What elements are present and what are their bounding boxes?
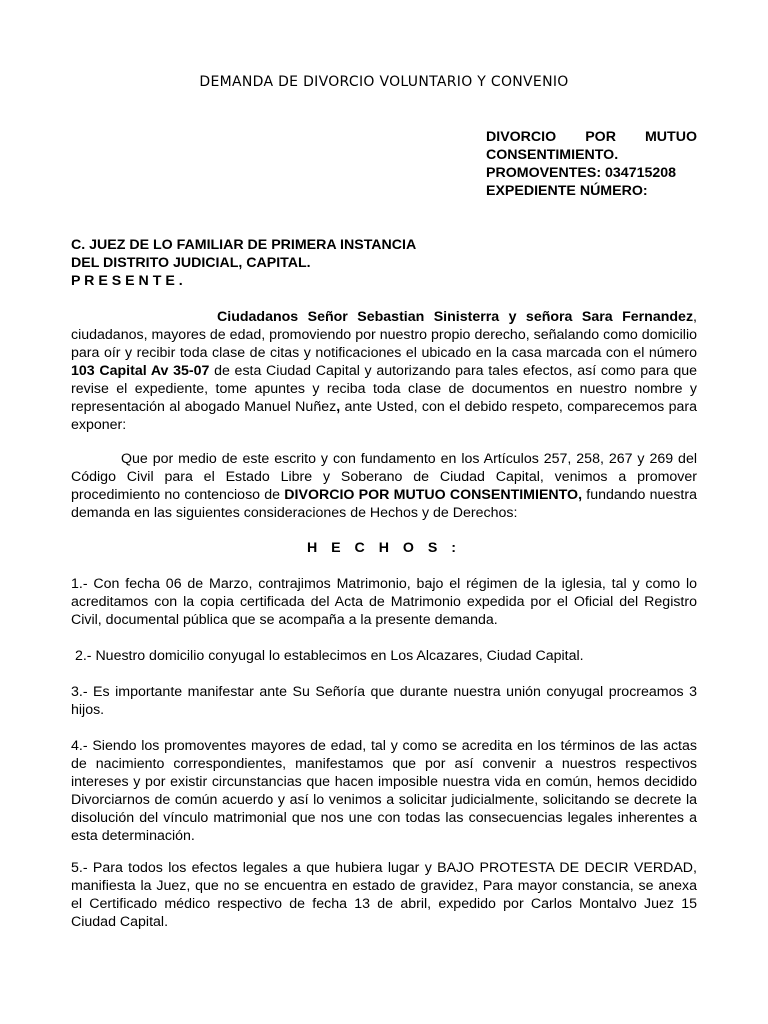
- intro-text-2: de esta Ciudad Capital y autorizando para tales efectos, así como para que revise el expediente, tome apuntes y reciba toda clase de documentos en nuestro nombre y representación al abogado Manuel Nuñez: [71, 363, 698, 415]
- hecho-5-text: 5.- Para todos los efectos legales a que hubiera lugar y BAJO PROTESTA DE DECIR VERDAD, manifiesta la Juez, que no se encuentra en estado de gravidez, Para mayor constancia, se anexa el Certificado médico respectivo de fecha 13 de abril, expedido por Carlos Montalvo Juez 15 Ciudad Capital.: [71, 860, 697, 930]
- intro-paragraph: [71, 308, 697, 434]
- addressee-line-2: DEL DISTRITO JUDICIAL, CAPITAL.: [71, 255, 311, 271]
- hecho-1-text: 1.- Con fecha 06 de Marzo, contrajimos Matrimonio, bajo el régimen de la iglesia, tal y como lo acreditamos con la copia certificada del Acta de Matrimonio expedida por el Oficial del Registro Civil, documental pública que se acompaña a la presente demanda.: [71, 576, 697, 628]
- case-type-line-1: DIVORCIO POR MUTUO: [486, 129, 697, 145]
- basis-text-1: Que por medio de este escrito y con fundamento en los Artículos 257, 258, 267 y 269 del Código Civil para el Estado Libre y Soberano de Ciudad Capital, venimos a promover procedimiento no contencioso de: [71, 451, 697, 503]
- hecho-2: [71, 647, 697, 665]
- petitioner-names: Ciudadanos Señor Sebastian Sinisterra y señora Sara Fernandez: [217, 309, 694, 325]
- case-info-block: [486, 128, 697, 200]
- hecho-3-text: 3.- Es importante manifestar ante Su Señoría que durante nuestra unión conyugal procreamos 3 hijos.: [71, 684, 697, 718]
- intro-comma: ,: [336, 399, 341, 415]
- expediente-line: EXPEDIENTE NÚMERO:: [486, 183, 648, 199]
- addressee-block: [71, 236, 697, 290]
- case-type-line-2: CONSENTIMIENTO.: [486, 147, 619, 163]
- hecho-4-text: 4.- Siendo los promoventes mayores de edad, tal y como se acredita en los términos de las actas de nacimiento correspondientes, manifestamos que por así convenir a nuestros respectivos intereses y por existir circunstancias que hacen imposible nuestra vida en común, hemos decidido Divorciarnos de común acuerdo y así lo venimos a solicitar judicialmente, solicitando se decrete la disolución del vínculo matrimonial que nos une con todas las consecuencias legales inherentes a esta determinación.: [71, 738, 697, 844]
- hecho-5: [71, 859, 697, 931]
- hecho-4: [71, 737, 697, 845]
- intro-text-1: , ciudadanos, mayores de edad, promoviendo por nuestro propio derecho, señalando como domicilio para oír y recibir toda clase de citas y notificaciones el ubicado en la casa marcada con el número: [71, 309, 697, 361]
- basis-text-2: fundando nuestra demanda en las siguientes consideraciones de Hechos y de Derechos:: [71, 487, 697, 521]
- hecho-1: [71, 575, 697, 629]
- hecho-3: [71, 683, 697, 719]
- intro-text-3: ante Usted, con el debido respeto, comparecemos para exponer:: [71, 399, 697, 433]
- hechos-heading: H E C H O S :: [306, 540, 462, 556]
- hecho-2-text: 2.- Nuestro domicilio conyugal lo establecimos en Los Alcazares, Ciudad Capital.: [71, 648, 584, 664]
- presente-line: P R E S E N T E .: [71, 273, 183, 289]
- basis-paragraph: [71, 450, 697, 522]
- document-title: DEMANDA DE DIVORCIO VOLUNTARIO Y CONVENIO: [199, 74, 569, 90]
- addressee-line-1: C. JUEZ DE LO FAMILIAR DE PRIMERA INSTANCIA: [71, 237, 417, 253]
- address-number: 103 Capital Av 35-07: [71, 363, 210, 379]
- basis-bold: DIVORCIO POR MUTUO CONSENTIMIENTO,: [284, 487, 583, 503]
- promoventes-line: PROMOVENTES: 034715208: [486, 165, 677, 181]
